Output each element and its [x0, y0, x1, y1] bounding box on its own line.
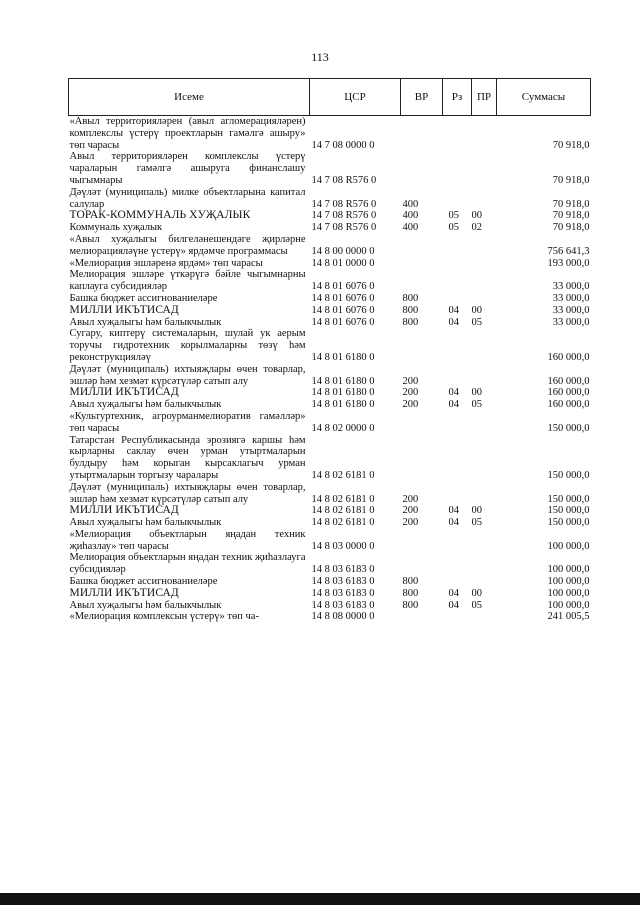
- cell-vr: [401, 269, 443, 293]
- cell-amount: 160 000,0: [547, 351, 590, 363]
- cell-rz: 04: [448, 599, 459, 611]
- cell-name: Татарстан Республикасында эрозиягә каршы һәм кырларны саклау өчен урман утыртмаларын булдыру һәм корыган кырсаклагыч урман утыртмаларын торгызу чаралары: [69, 434, 306, 481]
- cell-csr: 14 8 08 0000 0: [311, 611, 375, 623]
- cell-vr: 200: [402, 375, 419, 387]
- cell-pr: [472, 269, 497, 293]
- cell-name: «Мелиорация комплексын үстерү» төп ча-: [69, 611, 259, 623]
- cell-pr: [472, 529, 497, 553]
- cell-pr: 05: [471, 316, 482, 328]
- cell-csr: 14 7 08 R576 0: [311, 198, 377, 210]
- cell-rz: 05: [448, 210, 459, 222]
- cell-name: Сугару, киптерү системаларын, шулай ук аерым торучы гидротехник корылмаларны төзү һәм реконструкцияләү: [69, 328, 306, 363]
- table-row: [69, 505, 591, 517]
- cell-pr: [472, 293, 497, 305]
- table-row: [69, 399, 591, 411]
- cell-pr: [472, 187, 497, 211]
- cell-name: «Мелиорация эшләренә ярдәм» төп чарасы: [69, 257, 263, 269]
- budget-table: [68, 78, 591, 623]
- table-row: [69, 600, 591, 612]
- header-rz: Рз: [443, 79, 472, 116]
- cell-vr: 200: [402, 517, 419, 529]
- table-row: [69, 517, 591, 529]
- cell-pr: [472, 482, 497, 506]
- table-row: [69, 387, 591, 399]
- table-row: [69, 482, 591, 506]
- table-body: [69, 116, 591, 624]
- table-row: [69, 269, 591, 293]
- cell-csr: 14 8 02 6181 0: [311, 517, 375, 529]
- cell-pr: 05: [471, 599, 482, 611]
- scan-bottom-edge: [0, 893, 640, 905]
- cell-rz: [443, 234, 472, 258]
- cell-vr: [401, 411, 443, 435]
- header-pr: ПР: [472, 79, 497, 116]
- cell-vr: [401, 328, 443, 363]
- cell-name: Коммуналь хуҗалык: [69, 222, 163, 234]
- cell-amount: 33 000,0: [552, 304, 590, 316]
- cell-amount: 100 000,0: [547, 599, 590, 611]
- cell-csr: 14 8 00 0000 0: [311, 245, 375, 257]
- cell-vr: 200: [402, 505, 419, 517]
- table-row: [69, 411, 591, 435]
- cell-pr: [472, 552, 497, 576]
- cell-pr: 00: [471, 587, 482, 599]
- cell-name: «Культуртехник, агроурманмелиоратив гамәлләр» төп чарасы: [69, 410, 306, 434]
- cell-vr: 200: [402, 387, 419, 399]
- cell-vr: [401, 435, 443, 482]
- cell-vr: 200: [402, 493, 419, 505]
- cell-csr: 14 7 08 R576 0: [311, 222, 377, 234]
- cell-vr: [401, 529, 443, 553]
- cell-amount: 160 000,0: [547, 387, 590, 399]
- cell-rz: [443, 576, 472, 588]
- cell-rz: [443, 328, 472, 363]
- cell-rz: [443, 552, 472, 576]
- cell-vr: [401, 552, 443, 576]
- cell-csr: 14 8 02 6181 0: [311, 493, 375, 505]
- cell-amount: 100 000,0: [547, 587, 590, 599]
- cell-name: Авыл хуҗалыгы һәм балыкчылык: [69, 399, 222, 411]
- cell-pr: 05: [471, 517, 482, 529]
- cell-rz: [443, 151, 472, 186]
- cell-csr: 14 8 03 0000 0: [311, 540, 375, 552]
- cell-amount: 150 000,0: [547, 493, 590, 505]
- cell-rz: [443, 293, 472, 305]
- cell-name: Дәүләт (муниципаль) ихтыяҗлары өчен товарлар, эшләр һәм хезмәт күрсәтүләр сатып алу: [69, 481, 306, 505]
- cell-amount: 193 000,0: [547, 257, 590, 269]
- cell-name: «Мелиорация объектларын яңадан техник җиһазлау» төп чарасы: [69, 528, 306, 552]
- cell-name: «Авыл территорияләрен (авыл агломерацияләрен) комплекслы үстерү проектларын гамәлгә ашыру» төп чарасы: [69, 116, 306, 151]
- cell-rz: 04: [448, 387, 459, 399]
- table-header-row: [69, 79, 591, 116]
- cell-rz: 04: [448, 304, 459, 316]
- cell-csr: 14 7 08 0000 0: [311, 139, 375, 151]
- cell-rz: [443, 364, 472, 388]
- cell-amount: 150 000,0: [547, 422, 590, 434]
- cell-vr: 800: [402, 316, 419, 328]
- header-vr: ВР: [401, 79, 443, 116]
- cell-amount: 100 000,0: [547, 564, 590, 576]
- table-row: [69, 305, 591, 317]
- table-row: [69, 293, 591, 305]
- cell-vr: 400: [402, 222, 419, 234]
- cell-amount: 150 000,0: [547, 469, 590, 481]
- cell-name: МИЛЛИ ИКЪТИСАД: [69, 504, 179, 517]
- cell-csr: 14 8 01 6076 0: [311, 281, 375, 293]
- cell-amount: 150 000,0: [547, 505, 590, 517]
- cell-vr: [401, 258, 443, 270]
- cell-vr: [401, 611, 443, 623]
- cell-vr: 800: [402, 576, 419, 588]
- header-csr: ЦСР: [310, 79, 401, 116]
- cell-rz: [443, 611, 472, 623]
- cell-csr: 14 8 01 6180 0: [311, 375, 375, 387]
- cell-rz: 04: [448, 505, 459, 517]
- cell-amount: 756 641,3: [547, 245, 590, 257]
- cell-csr: 14 8 01 6180 0: [311, 399, 375, 411]
- cell-amount: 100 000,0: [547, 540, 590, 552]
- table-row: [69, 317, 591, 329]
- cell-rz: [443, 269, 472, 293]
- table-row: [69, 210, 591, 222]
- cell-csr: 14 8 02 6181 0: [311, 469, 375, 481]
- cell-csr: 14 8 03 6183 0: [311, 599, 375, 611]
- table-row: [69, 222, 591, 234]
- table-row: [69, 116, 591, 152]
- cell-name: Дәүләт (муниципаль) милке объектларына капитал салулар: [69, 186, 306, 210]
- cell-vr: [401, 116, 443, 152]
- cell-pr: [472, 435, 497, 482]
- cell-csr: 14 8 01 6076 0: [311, 316, 375, 328]
- cell-rz: [443, 187, 472, 211]
- cell-amount: 150 000,0: [547, 517, 590, 529]
- cell-amount: 241 005,5: [547, 611, 590, 623]
- cell-csr: 14 7 08 R576 0: [311, 210, 377, 222]
- cell-name: Мелиорация эшләре үткәрүгә бәйле чыгымнарны каплауга субсидияләр: [69, 269, 306, 293]
- cell-pr: [472, 116, 497, 152]
- cell-rz: [443, 435, 472, 482]
- cell-csr: 14 8 01 6180 0: [311, 387, 375, 399]
- cell-pr: [472, 234, 497, 258]
- cell-rz: 04: [448, 587, 459, 599]
- table-row: [69, 151, 591, 186]
- cell-pr: [472, 328, 497, 363]
- cell-pr: [472, 576, 497, 588]
- table-row: [69, 435, 591, 482]
- cell-pr: [472, 411, 497, 435]
- cell-csr: 14 8 01 0000 0: [311, 257, 375, 269]
- cell-pr: 00: [471, 210, 482, 222]
- cell-name: Авыл хуҗалыгы һәм балыкчылык: [69, 517, 222, 529]
- cell-pr: 00: [471, 387, 482, 399]
- cell-name: Башка бюджет ассигнованиеләре: [69, 292, 218, 304]
- cell-amount: 70 918,0: [552, 174, 590, 186]
- table-row: [69, 258, 591, 270]
- cell-rz: [443, 116, 472, 152]
- header-name: Исеме: [69, 79, 310, 116]
- cell-amount: 70 918,0: [552, 139, 590, 151]
- cell-vr: 800: [402, 587, 419, 599]
- cell-rz: [443, 529, 472, 553]
- cell-rz: 04: [448, 399, 459, 411]
- table-row: [69, 529, 591, 553]
- cell-amount: 33 000,0: [552, 316, 590, 328]
- cell-pr: 00: [471, 505, 482, 517]
- cell-vr: 800: [402, 292, 419, 304]
- cell-amount: 33 000,0: [552, 281, 590, 293]
- cell-rz: 05: [448, 222, 459, 234]
- cell-csr: 14 8 03 6183 0: [311, 576, 375, 588]
- table-row: [69, 234, 591, 258]
- page-number: 113: [311, 50, 329, 64]
- cell-pr: [472, 611, 497, 623]
- cell-csr: 14 8 01 6076 0: [311, 292, 375, 304]
- cell-amount: 160 000,0: [547, 399, 590, 411]
- table-row: [69, 364, 591, 388]
- cell-csr: 14 8 02 0000 0: [311, 422, 375, 434]
- cell-vr: 200: [402, 399, 419, 411]
- cell-csr: 14 8 01 6180 0: [311, 351, 375, 363]
- cell-vr: 400: [402, 210, 419, 222]
- cell-csr: 14 7 08 R576 0: [311, 174, 377, 186]
- cell-csr: 14 8 03 6183 0: [311, 564, 375, 576]
- cell-csr: 14 8 03 6183 0: [311, 587, 375, 599]
- header-amount: Суммасы: [497, 79, 591, 116]
- cell-amount: 100 000,0: [547, 576, 590, 588]
- cell-vr: [401, 234, 443, 258]
- table-row: [69, 328, 591, 363]
- cell-name: Мелиорация объектларын яңадан техник җиһазлауга субсидияләр: [69, 552, 306, 576]
- cell-pr: [472, 258, 497, 270]
- cell-vr: 400: [402, 198, 419, 210]
- cell-name: Авыл территорияләрен комплекслы үстерү чараларын гамәлгә ашыруга финанслашу чыгымнары: [69, 151, 306, 186]
- cell-name: ТОРАК-КОММУНАЛЬ ХУҖАЛЫК: [69, 209, 251, 222]
- table-row: [69, 552, 591, 576]
- cell-pr: [472, 151, 497, 186]
- cell-name: Дәүләт (муниципаль) ихтыяҗлары өчен товарлар, эшләр һәм хезмәт күрсәтүләр сатып алу: [69, 363, 306, 387]
- cell-name: Авыл хуҗалыгы һәм балыкчылык: [69, 599, 222, 611]
- cell-amount: 70 918,0: [552, 198, 590, 210]
- table-row: [69, 187, 591, 211]
- cell-amount: 33 000,0: [552, 292, 590, 304]
- cell-rz: 04: [448, 316, 459, 328]
- cell-rz: [443, 482, 472, 506]
- cell-pr: 05: [471, 399, 482, 411]
- cell-name: МИЛЛИ ИКЪТИСАД: [69, 586, 179, 599]
- table-row: [69, 611, 591, 623]
- cell-amount: 160 000,0: [547, 375, 590, 387]
- cell-rz: [443, 411, 472, 435]
- cell-amount: 70 918,0: [552, 222, 590, 234]
- cell-vr: 800: [402, 304, 419, 316]
- table-row: [69, 588, 591, 600]
- cell-pr: [472, 364, 497, 388]
- cell-csr: 14 8 01 6076 0: [311, 304, 375, 316]
- cell-name: МИЛЛИ ИКЪТИСАД: [69, 386, 179, 399]
- cell-name: Башка бюджет ассигнованиеләре: [69, 576, 218, 588]
- cell-pr: 02: [471, 222, 482, 234]
- cell-vr: 800: [402, 599, 419, 611]
- cell-name: МИЛЛИ ИКЪТИСАД: [69, 303, 179, 316]
- cell-rz: 04: [448, 517, 459, 529]
- cell-amount: 70 918,0: [552, 210, 590, 222]
- cell-name: «Авыл хуҗалыгы билгеләнешендәге җирләрне мелиорацияләүне үстерү» ярдәмче программасы: [69, 233, 306, 257]
- cell-pr: 00: [471, 304, 482, 316]
- cell-csr: 14 8 02 6181 0: [311, 505, 375, 517]
- cell-vr: [401, 151, 443, 186]
- cell-name: Авыл хуҗалыгы һәм балыкчылык: [69, 316, 222, 328]
- cell-rz: [443, 258, 472, 270]
